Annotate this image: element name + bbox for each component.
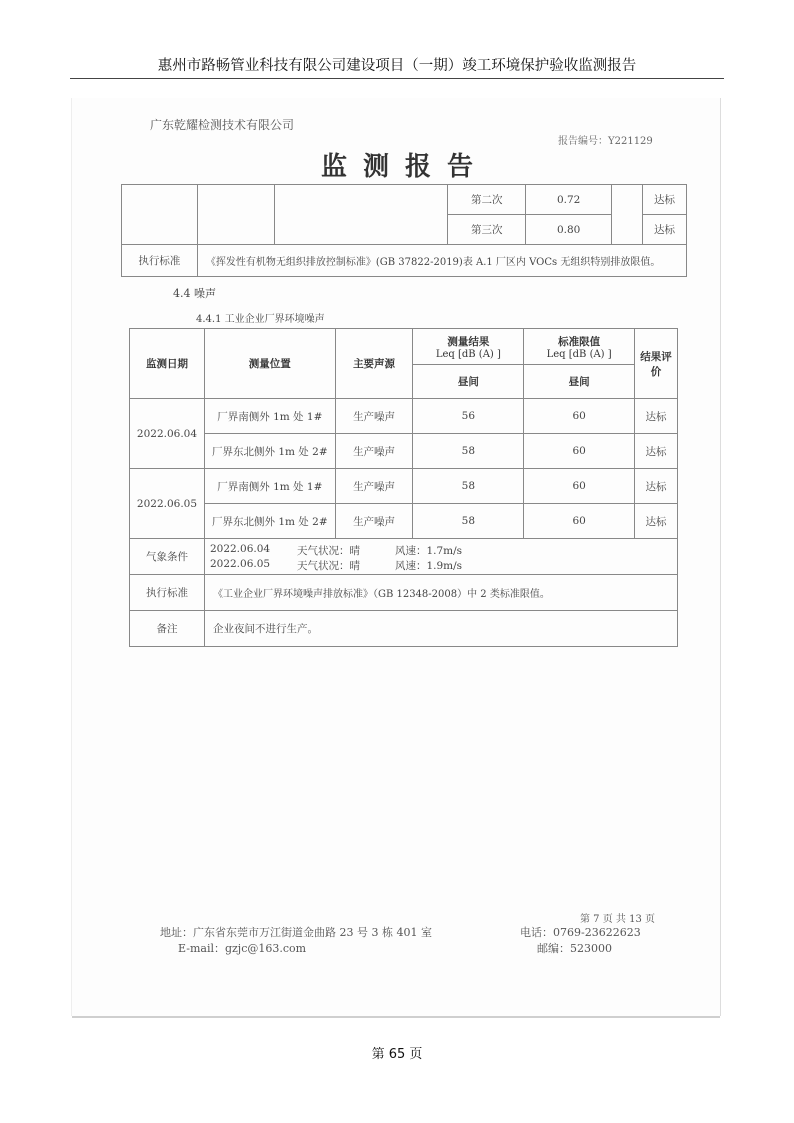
limit-value: 60 <box>524 399 635 434</box>
header-daytime-measured: 昼间 <box>413 365 524 399</box>
result-evaluation: 达标 <box>643 215 687 245</box>
report-title: 监测报告 <box>320 152 489 182</box>
header-measured-unit: Leq [dB (A) ] <box>435 348 501 360</box>
limit-value: 60 <box>524 469 635 504</box>
header-rule <box>70 78 724 79</box>
page-number: 第 65 页 <box>371 1047 423 1062</box>
document-header-title: 惠州市路畅管业科技有限公司建设项目（一期）竣工环境保护验收监测报告 <box>157 58 637 74</box>
measuring-position: 厂界南侧外 1m 处 1# <box>204 469 335 504</box>
monitoring-date: 2022.06.04 <box>130 399 205 469</box>
table-row <box>122 245 687 277</box>
result-evaluation: 达标 <box>643 185 687 215</box>
table-row <box>130 575 678 611</box>
measuring-position: 厂界东北侧外 1m 处 2# <box>204 504 335 539</box>
wind-speed: 风速：1.7m/s <box>394 544 463 557</box>
weather-conditions <box>204 539 677 575</box>
header-measured-title: 测量结果 <box>447 335 490 348</box>
weather-date: 2022.06.04 <box>209 542 271 555</box>
measured-value: 0.80 <box>526 215 612 245</box>
remark-text: 企业夜间不进行生产。 <box>204 611 677 647</box>
limit-value: 60 <box>524 504 635 539</box>
voc-result-table <box>121 184 687 277</box>
measured-value: 56 <box>413 399 524 434</box>
header-date: 监测日期 <box>130 329 205 399</box>
table-row <box>130 469 678 504</box>
sampling-round-label: 第二次 <box>448 185 526 215</box>
noise-source: 生产噪声 <box>335 469 413 504</box>
company-postcode: 邮编：523000 <box>537 942 612 955</box>
table-row <box>122 185 687 215</box>
report-number: 报告编号：Y221129 <box>558 136 653 147</box>
remark-label: 备注 <box>130 611 205 647</box>
weather-lines <box>205 541 677 573</box>
noise-table <box>129 328 678 647</box>
measured-value: 58 <box>413 469 524 504</box>
company-phone: 电话：0769-23622623 <box>520 926 641 939</box>
standard-label: 执行标准 <box>122 245 198 277</box>
measured-value: 58 <box>413 434 524 469</box>
report-page-info: 第 7 页 共 13 页 <box>580 914 655 925</box>
company-email: E-mail：gzjc@163.com <box>178 942 307 955</box>
result-evaluation: 达标 <box>635 504 678 539</box>
header-limit-title: 标准限值 <box>558 335 601 348</box>
header-limit-unit: Leq [dB (A) ] <box>546 348 612 360</box>
table-row <box>130 434 678 469</box>
standard-text: 《工业企业厂界环境噪声排放标准》（GB 12348-2008）中 2 类标准限值。 <box>204 575 677 611</box>
company-name: 广东乾耀检测技术有限公司 <box>150 118 295 132</box>
section-heading-4-4-1: 4.4.1 工业企业厂界环境噪声 <box>196 314 325 325</box>
measuring-position: 厂界南侧外 1m 处 1# <box>204 399 335 434</box>
company-address: 地址：广东省东莞市万江街道金曲路 23 号 3 栋 401 室 <box>160 926 432 939</box>
noise-source: 生产噪声 <box>335 434 413 469</box>
weather-condition: 天气状况：晴 <box>296 544 360 557</box>
noise-source: 生产噪声 <box>335 399 413 434</box>
header-position: 测量位置 <box>204 329 335 399</box>
table-row <box>130 504 678 539</box>
wind-speed: 风速：1.9m/s <box>394 559 463 572</box>
result-evaluation: 达标 <box>635 399 678 434</box>
table-row <box>130 399 678 434</box>
weather-date: 2022.06.05 <box>209 557 271 570</box>
standard-text: 《挥发性有机物无组织排放控制标准》(GB 37822-2019)表 A.1 厂区内 VOCs 无组织特别排放限值。 <box>197 245 686 277</box>
sampling-round-label: 第三次 <box>448 215 526 245</box>
result-evaluation: 达标 <box>635 434 678 469</box>
measured-value: 0.72 <box>526 185 612 215</box>
table-row <box>130 611 678 647</box>
weather-condition: 天气状况：晴 <box>296 559 360 572</box>
standard-label: 执行标准 <box>130 575 205 611</box>
section-heading-4-4: 4.4 噪声 <box>173 287 216 300</box>
monitoring-date: 2022.06.05 <box>130 469 205 539</box>
result-evaluation: 达标 <box>635 469 678 504</box>
table-row <box>130 539 678 575</box>
header-measured <box>413 329 524 365</box>
header-limit <box>524 329 635 365</box>
limit-value: 60 <box>524 434 635 469</box>
measuring-position: 厂界东北侧外 1m 处 2# <box>204 434 335 469</box>
header-result: 结果评价 <box>635 329 678 399</box>
header-daytime-limit: 昼间 <box>524 365 635 399</box>
table-header-row <box>130 329 678 365</box>
measured-value: 58 <box>413 504 524 539</box>
header-source: 主要声源 <box>335 329 413 399</box>
weather-label: 气象条件 <box>130 539 205 575</box>
noise-source: 生产噪声 <box>335 504 413 539</box>
